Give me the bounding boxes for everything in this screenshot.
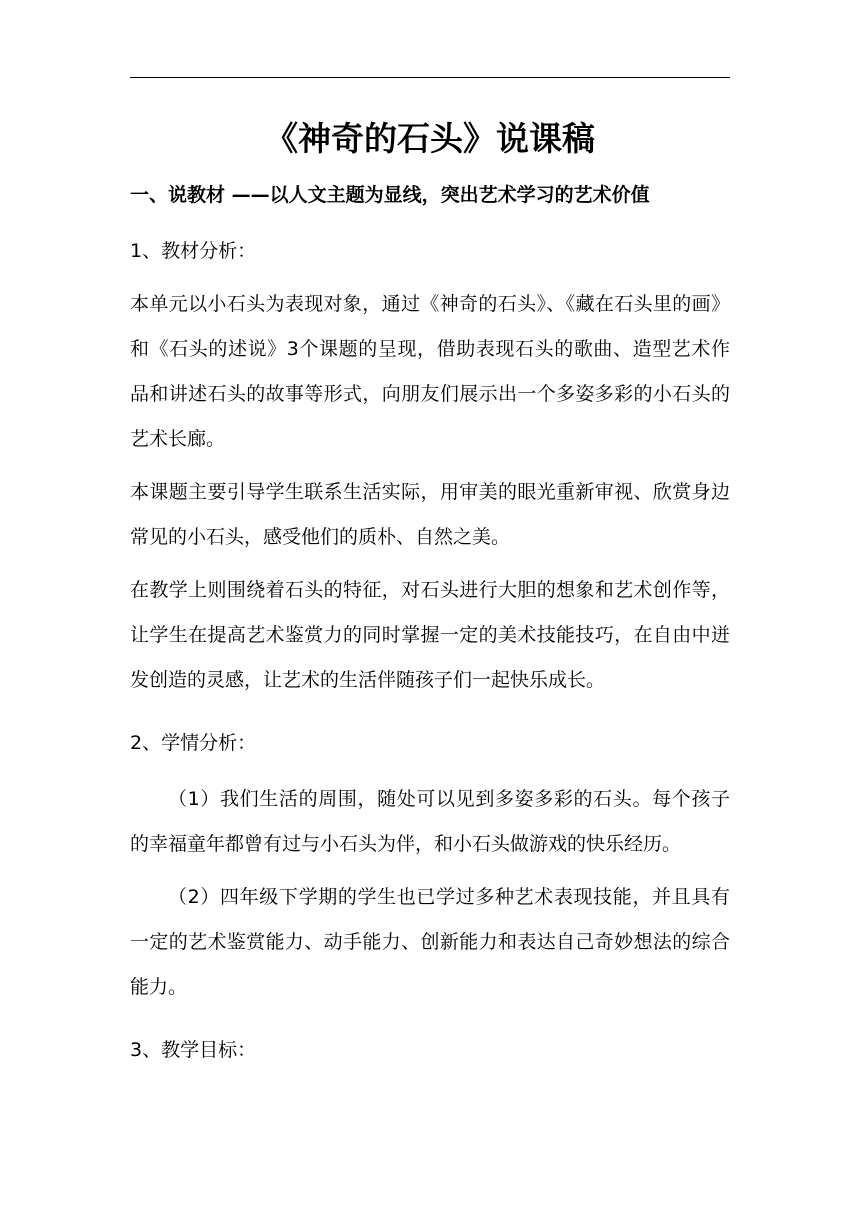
section-heading: 一、说教材 ——以人文主题为显线，突出艺术学习的艺术价值: [130, 184, 650, 206]
document-body: [130, 112, 730, 1064]
paragraph: 本课题主要引导学生联系生活实际，用审美的眼光重新审视、欣赏身边常见的小石头，感受他们的质朴、自然之美。: [130, 481, 730, 548]
paragraph: 在教学上则围绕着石头的特征，对石头进行大胆的想象和艺术创作等，让学生在提高艺术鉴赏力的同时掌握一定的美术技能技巧，在自由中迸发创造的灵感，让艺术的生活伴随孩子们一起快乐成长。: [130, 579, 730, 691]
paragraph: （2）四年级下学期的学生也已学过多种艺术表现技能，并且具有一定的艺术鉴赏能力、动手能力、创新能力和表达自己奇妙想法的综合能力。: [130, 886, 730, 998]
textbook-analysis-heading: 1、教材分析：: [130, 240, 257, 262]
paragraph: 本单元以小石头为表现对象，通过《神奇的石头》、《藏在石头里的画》和《石头的述说》3个课题的呈现，借助表现石头的歌曲、造型艺术作品和讲述石头的故事等形式，向朋友们展示出一个多姿多彩的小石头的艺术长廊。: [130, 293, 730, 450]
header-rule: [130, 77, 730, 78]
document-title: 《神奇的石头》说课稿: [265, 119, 595, 158]
paragraph: （1）我们生活的周围，随处可以见到多姿多彩的石头。每个孩子的幸福童年都曾有过与小石头为伴，和小石头做游戏的快乐经历。: [130, 788, 730, 855]
student-analysis-heading: 2、学情分析：: [130, 732, 257, 754]
teaching-goals-heading: 3、教学目标：: [130, 1039, 257, 1061]
